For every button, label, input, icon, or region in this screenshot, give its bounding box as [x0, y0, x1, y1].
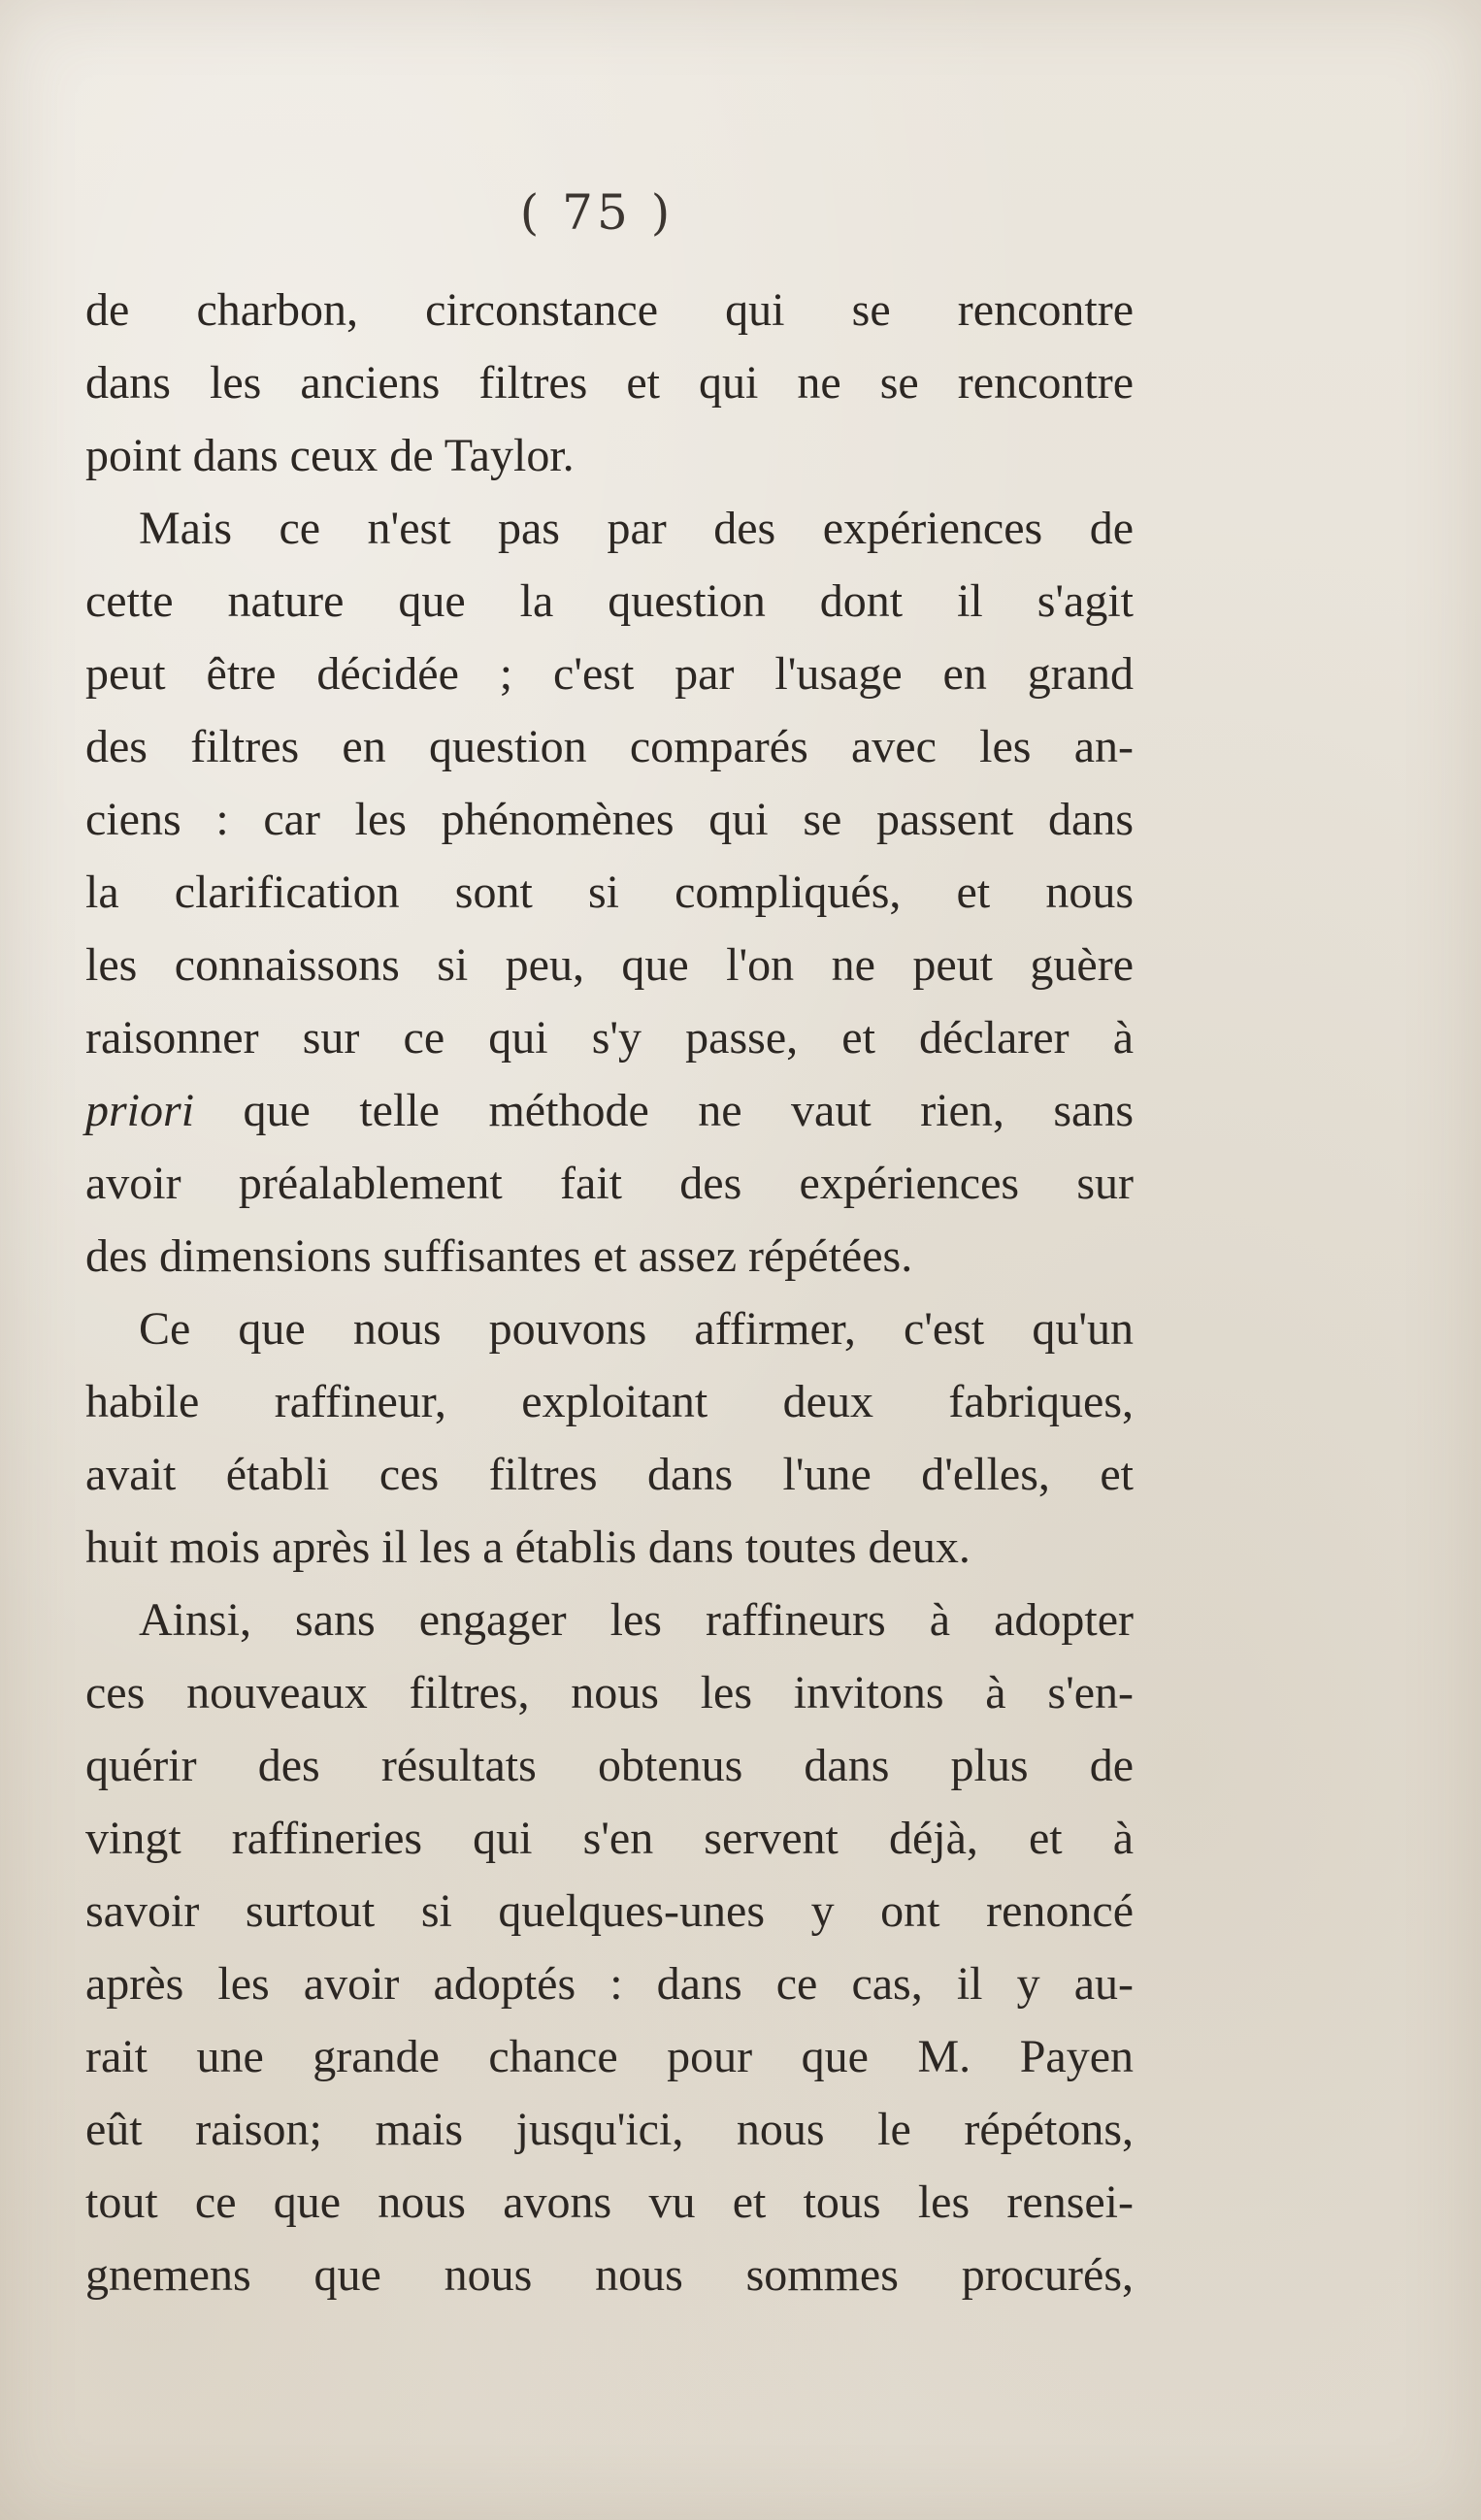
- text-line: [85, 1074, 1134, 1147]
- text-line: raisonner sur ce qui s'y passe, et déclarer à: [85, 1012, 1134, 1064]
- text-line-rest: que telle méthode ne vaut rien, sans: [194, 1085, 1134, 1136]
- text-line: quérir des résultats obtenus dans plus de: [85, 1740, 1134, 1791]
- text-line: dans les anciens filtres et qui ne se rencontre: [85, 357, 1134, 409]
- text-line: vingt raffineries qui s'en servent déjà, et à: [85, 1813, 1134, 1864]
- text-line: des filtres en question comparés avec les an-: [85, 721, 1134, 772]
- text-line: de charbon, circonstance qui se rencontre: [85, 284, 1134, 336]
- text-line: habile raffineur, exploitant deux fabriques,: [85, 1376, 1134, 1427]
- text-line: Mais ce n'est pas par des expériences de: [139, 503, 1134, 554]
- text-line: savoir surtout si quelques-unes y ont renoncé: [85, 1885, 1134, 1937]
- page-number: ( 75 ): [519, 184, 675, 241]
- text-line: après les avoir adoptés : dans ce cas, il y au-: [85, 1958, 1134, 2010]
- text-line: avait établi ces filtres dans l'une d'elles, et: [85, 1449, 1134, 1500]
- italic-word: priori: [85, 1085, 195, 1136]
- text-line: Ainsi, sans engager les raffineurs à adopter: [139, 1594, 1134, 1646]
- text-line: tout ce que nous avons vu et tous les rensei-: [85, 2176, 1134, 2228]
- text-line: cette nature que la question dont il s'agit: [85, 575, 1134, 627]
- text-line: avoir préalablement fait des expériences sur: [85, 1158, 1134, 1209]
- text-line: rait une grande chance pour que M. Payen: [85, 2031, 1134, 2082]
- text-line: la clarification sont si compliqués, et nous: [85, 867, 1134, 918]
- text-line: Ce que nous pouvons affirmer, c'est qu'un: [139, 1303, 1134, 1355]
- text-line: ces nouveaux filtres, nous les invitons à s'en-: [85, 1667, 1134, 1718]
- body-text: [85, 274, 1134, 2311]
- text-line: des dimensions suffisantes et assez répétées.: [85, 1230, 913, 1282]
- text-line: eût raison; mais jusqu'ici, nous le répétons,: [85, 2104, 1134, 2155]
- text-line: gnemens que nous nous sommes procurés,: [85, 2249, 1134, 2301]
- text-line: peut être décidée ; c'est par l'usage en grand: [85, 648, 1134, 700]
- text-line: ciens : car les phénomènes qui se passent dans: [85, 794, 1134, 845]
- text-line: huit mois après il les a établis dans toutes deux.: [85, 1522, 971, 1573]
- text-line: point dans ceux de Taylor.: [85, 430, 575, 481]
- text-line: les connaissons si peu, que l'on ne peut guère: [85, 939, 1134, 991]
